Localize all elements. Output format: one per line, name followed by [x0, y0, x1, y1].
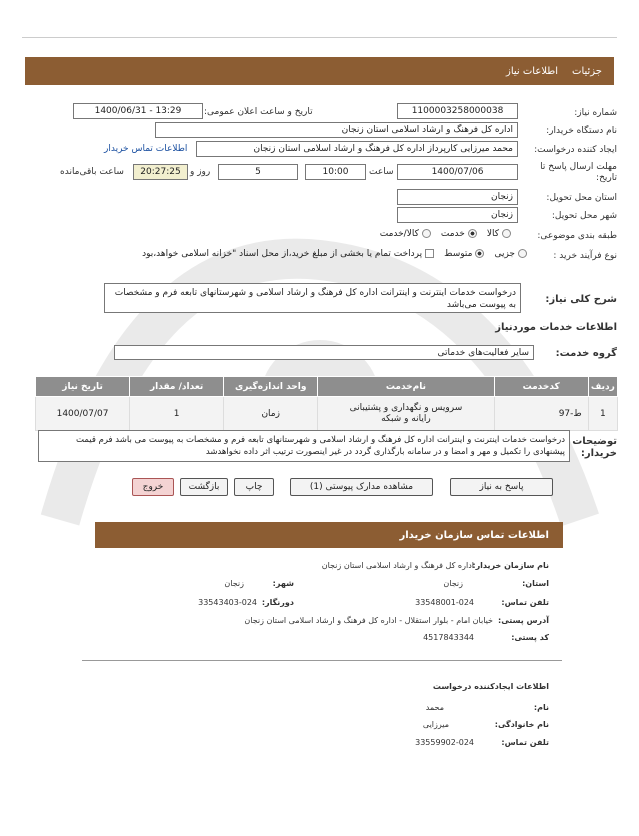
description-field: درخواست خدمات اینترنت و اینترانت اداره کل فرهنگ و ارشاد اسلامی و شهرستانهای تابعه فرم و مشخصات به پیوست می‌باشد — [104, 283, 521, 313]
cell-unit: زمان — [224, 397, 318, 431]
remaining-time-label: ساعت باقی‌مانده — [60, 167, 124, 177]
address-label: آدرس پستی: — [498, 616, 549, 625]
checkbox-icon — [425, 249, 434, 258]
table-row — [36, 397, 618, 431]
address-value: خیابان امام - بلوار استقلال - اداره کل فرهنگ و ارشاد اسلامی استان زنجان — [244, 616, 493, 625]
cell-name: سرویس و نگهداری و پشتیبانی رایانه و شبکه — [318, 397, 494, 431]
payment-treasury-checkbox[interactable]: پرداخت تمام یا بخشی از مبلغ خرید،از محل اسناد "خزانه اسلامی خواهد،بود — [142, 249, 434, 259]
city-contact-value: زنجان — [224, 579, 244, 588]
buyer-notes-label: توضیحات خریدار: — [572, 436, 617, 459]
services-section-title: اطلاعات خدمات موردنیاز — [495, 322, 617, 333]
city-label: شهر محل تحویل: — [551, 211, 617, 221]
org-name-label: نام سازمان خریدار: — [472, 561, 549, 570]
deadline-hour-label: ساعت — [369, 167, 394, 177]
province-contact-label: استان: — [522, 579, 549, 588]
radio-icon — [502, 229, 511, 238]
col-code: کدخدمت — [494, 377, 588, 397]
need-number-field: 1100003258000038 — [397, 103, 518, 119]
process-medium-option[interactable]: متوسط — [444, 249, 484, 259]
creator-phone-label: تلفن تماس: — [501, 738, 549, 747]
province-label: استان محل تحویل: — [546, 193, 617, 203]
tab-need-info[interactable]: اطلاعات نیاز — [506, 65, 559, 77]
creator-phone-value: 33559902-024 — [415, 738, 474, 747]
back-button[interactable]: بازگشت — [180, 478, 228, 496]
creator-name-label: نام: — [533, 703, 549, 712]
section-divider — [82, 660, 562, 661]
buyer-contact-link[interactable]: اطلاعات تماس خریدار — [104, 144, 188, 154]
creator-label: ایجاد کننده درخواست: — [534, 145, 617, 155]
cell-row: 1 — [588, 397, 617, 431]
announce-date-field: 1400/06/31 - 13:29 — [73, 103, 203, 119]
services-table — [35, 376, 618, 431]
page-header — [25, 57, 614, 85]
tab-details[interactable]: جزئیات — [572, 65, 602, 77]
top-divider — [22, 37, 617, 38]
deadline-hour-field: 10:00 — [305, 164, 366, 180]
fax-label: دورنگار: — [261, 598, 294, 607]
city-field: زنجان — [397, 207, 518, 223]
creator-field: محمد میرزایی کارپرداز اداره کل فرهنگ و ارشاد اسلامی استان زنجان — [196, 141, 518, 157]
radio-icon — [422, 229, 431, 238]
city-contact-label: شهر: — [272, 579, 294, 588]
creator-info-title: اطلاعات ایجادکننده درخواست — [432, 682, 549, 691]
description-label: شرح کلی نیاز: — [545, 294, 617, 305]
buyer-org-field: اداره کل فرهنگ و ارشاد اسلامی استان زنجان — [155, 122, 518, 138]
col-date: تاریخ نیاز — [36, 377, 130, 397]
phone-label: تلفن تماس: — [501, 598, 549, 607]
deadline-date-field: 1400/07/06 — [397, 164, 518, 180]
radio-selected-icon — [468, 229, 477, 238]
category-goods-option[interactable]: کالا — [487, 229, 511, 239]
province-contact-value: زنجان — [443, 579, 463, 588]
days-label: روز و — [190, 167, 211, 177]
reply-button[interactable]: پاسخ به نیاز — [450, 478, 553, 496]
buyer-notes-field: درخواست خدمات اینترنت و اینترانت اداره کل فرهنگ و ارشاد اسلامی و شهرستانهای تابعه فرم و مشخصات به پیوست می باشد فرم قیمت پیشنهادی را تکمیل و مهر و امضا و در سامانه بارگذاری گردد در غیر اینصورت ترتیب اثر داده نخواهدشد — [38, 430, 570, 462]
cell-code: ط-97 — [494, 397, 588, 431]
cell-qty: 1 — [130, 397, 224, 431]
print-button[interactable]: چاپ — [234, 478, 274, 496]
fax-value: 33543403-024 — [198, 598, 257, 607]
buyer-org-label: نام دستگاه خریدار: — [546, 126, 617, 136]
category-service-option[interactable]: خدمت — [441, 229, 477, 239]
creator-name-value: محمد — [425, 703, 444, 712]
category-label: طبقه بندی موضوعی: — [537, 231, 617, 241]
attachments-button[interactable]: مشاهده مدارک پیوستی (1) — [290, 478, 433, 496]
postal-code-value: 4517843344 — [423, 633, 474, 642]
remaining-time-field: 20:27:25 — [133, 164, 188, 180]
exit-button[interactable]: خروج — [132, 478, 174, 496]
category-both-option[interactable]: کالا/خدمت — [380, 229, 431, 239]
process-partial-option[interactable]: جزیی — [494, 249, 527, 259]
days-field: 5 — [218, 164, 298, 180]
col-row: ردیف — [588, 377, 617, 397]
announce-date-label: تاریخ و ساعت اعلان عمومی: — [204, 107, 313, 117]
creator-family-label: نام خانوادگی: — [494, 720, 549, 729]
radio-selected-icon — [475, 249, 484, 258]
col-qty: تعداد/ مقدار — [130, 377, 224, 397]
col-name: نام‌خدمت — [318, 377, 494, 397]
org-name-value: اداره کل فرهنگ و ارشاد اسلامی استان زنجان — [321, 561, 474, 570]
contact-section-header: اطلاعات تماس سازمان خریدار — [95, 522, 563, 548]
postal-code-label: کد پستی: — [511, 633, 549, 642]
service-group-field: سایر فعالیت‌های خدماتی — [114, 345, 534, 360]
deadline-label: مهلت ارسال پاسخ تا تاریخ: — [540, 162, 617, 183]
radio-icon — [518, 249, 527, 258]
process-type-label: نوع فرآیند خرید : — [553, 251, 617, 261]
need-number-label: شماره نیاز: — [574, 108, 617, 118]
cell-date: 1400/07/07 — [36, 397, 130, 431]
province-field: زنجان — [397, 189, 518, 205]
service-group-label: گروه خدمت: — [555, 348, 617, 359]
table-header-row — [36, 377, 618, 397]
creator-family-value: میرزایی — [422, 720, 449, 729]
phone-value: 33548001-024 — [415, 598, 474, 607]
col-unit: واحد اندازه‌گیری — [224, 377, 318, 397]
